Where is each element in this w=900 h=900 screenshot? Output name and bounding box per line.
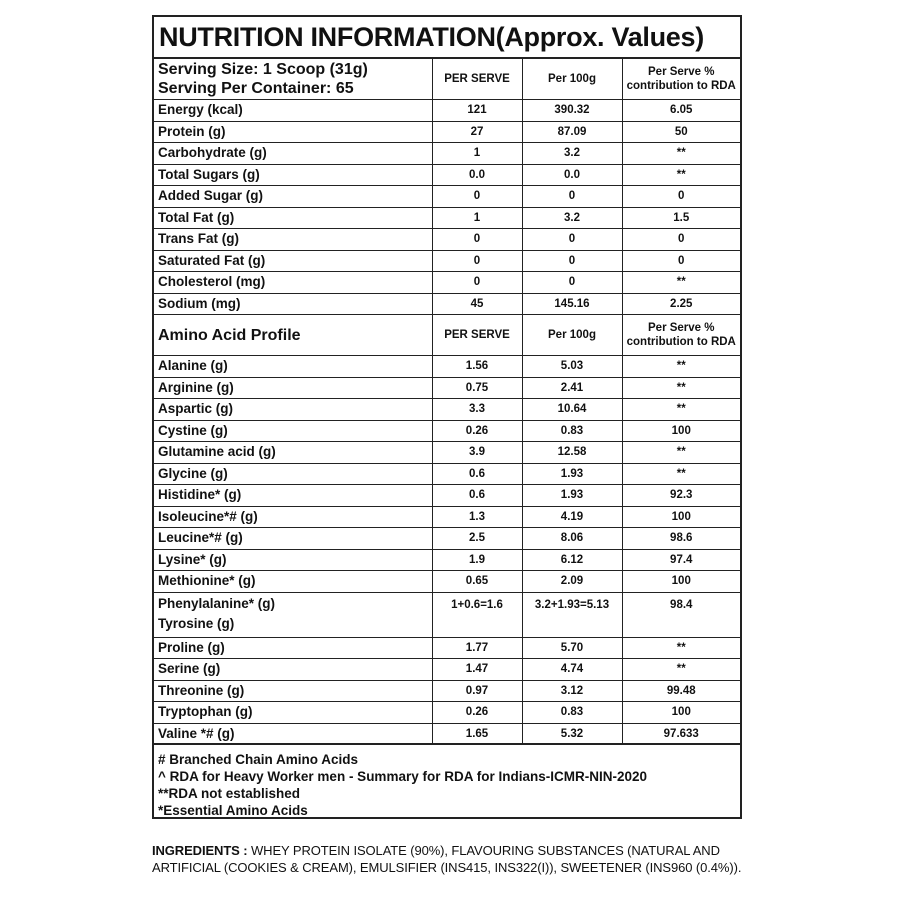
nutrient-name-line: Valine *# (g): [158, 725, 235, 741]
rda-value: 100: [622, 506, 740, 528]
nutrient-name-line: Lysine* (g): [158, 551, 227, 567]
serving-size: Serving Size: 1 Scoop (31g): [158, 61, 368, 78]
rda-value: 99.48: [622, 680, 740, 702]
nutrient-name: [154, 186, 432, 208]
per-serve-value: 1.65: [432, 723, 522, 745]
amino-row: [154, 399, 740, 421]
rda-value: **: [622, 659, 740, 681]
per-serve-value: 1+0.6=1.6: [432, 592, 522, 637]
per-100g-value: 5.32: [522, 723, 622, 745]
nutrient-name-line: Tyrosine (g): [158, 615, 235, 631]
nutrient-name-line: Methionine* (g): [158, 573, 256, 589]
nutrient-name: [154, 143, 432, 165]
per-serve-value: 0: [432, 272, 522, 294]
per-100g-value: 1.93: [522, 485, 622, 507]
nutrient-name: [154, 229, 432, 251]
per-100g-value: 145.16: [522, 293, 622, 315]
amino-row: [154, 528, 740, 550]
ingredients: [152, 842, 752, 876]
nutrient-name: [154, 100, 432, 122]
amino-row: [154, 377, 740, 399]
nutrient-name: [154, 377, 432, 399]
per-100g-value: 8.06: [522, 528, 622, 550]
per-serve-value: 1.3: [432, 506, 522, 528]
per-100g-value: 0: [522, 229, 622, 251]
per-serve-value: 121: [432, 100, 522, 122]
nutrient-name-line: Cystine (g): [158, 422, 228, 438]
nutrient-name-line: Glycine (g): [158, 465, 228, 481]
rda-value: **: [622, 377, 740, 399]
nutrient-name: [154, 164, 432, 186]
per-serve-value: 0.6: [432, 485, 522, 507]
amino-header-row: [154, 315, 740, 356]
nutrient-name-line: Cholesterol (mg): [158, 274, 266, 290]
per-100g-value: 0: [522, 272, 622, 294]
nutrient-name: [154, 506, 432, 528]
nutrient-name-line: Leucine*# (g): [158, 530, 243, 546]
per-serve-value: 2.5: [432, 528, 522, 550]
nutrition-table: [154, 59, 740, 745]
per-100g-value: 5.03: [522, 356, 622, 378]
nutrition-row: [154, 143, 740, 165]
nutrient-name-line: Tryptophan (g): [158, 704, 253, 720]
rda-value: 98.4: [622, 592, 740, 637]
nutrition-row: [154, 121, 740, 143]
nutrition-row: [154, 229, 740, 251]
rda-value: **: [622, 442, 740, 464]
amino-heading: Amino Acid Profile: [154, 315, 432, 356]
rda-value: 6.05: [622, 100, 740, 122]
ingredients-label: INGREDIENTS :: [152, 843, 248, 858]
rda-value: 100: [622, 702, 740, 724]
per-100g-value: 4.74: [522, 659, 622, 681]
amino-row: [154, 506, 740, 528]
serving-header-row: [154, 59, 740, 100]
nutrient-name-line: Threonine (g): [158, 682, 245, 698]
nutrient-name-line: Energy (kcal): [158, 102, 243, 118]
rda-value: **: [622, 463, 740, 485]
nutrient-name: [154, 485, 432, 507]
per-100g-value: 2.09: [522, 571, 622, 593]
nutrition-row: [154, 164, 740, 186]
per-100g-value: 0.83: [522, 420, 622, 442]
nutrient-name: [154, 680, 432, 702]
per-100g-value: 390.32: [522, 100, 622, 122]
nutrient-name: [154, 272, 432, 294]
rda-value: 0: [622, 229, 740, 251]
per-serve-value: 0.6: [432, 463, 522, 485]
nutrient-name: [154, 702, 432, 724]
nutrition-row: [154, 272, 740, 294]
per-serve-value: 27: [432, 121, 522, 143]
footnote: *Essential Amino Acids: [158, 803, 308, 818]
col-per-serve: PER SERVE: [432, 59, 522, 100]
nutrient-name-line: Phenylalanine* (g): [158, 595, 276, 611]
per-100g-value: 3.2: [522, 143, 622, 165]
nutrient-name: [154, 250, 432, 272]
per-serve-value: 45: [432, 293, 522, 315]
rda-value: **: [622, 164, 740, 186]
nutrient-name-line: Total Fat (g): [158, 209, 235, 225]
per-serve-value: 0.97: [432, 680, 522, 702]
nutrient-name: [154, 659, 432, 681]
nutrient-name: [154, 293, 432, 315]
per-100g-value: 12.58: [522, 442, 622, 464]
nutrient-name: [154, 399, 432, 421]
rda-value: 98.6: [622, 528, 740, 550]
rda-value: 100: [622, 571, 740, 593]
nutrient-name-line: Proline (g): [158, 639, 225, 655]
nutrient-name-line: Protein (g): [158, 123, 226, 139]
per-serve-value: 0.75: [432, 377, 522, 399]
amino-row: [154, 680, 740, 702]
per-serve-value: 0.26: [432, 702, 522, 724]
nutrient-name-line: Isoleucine*# (g): [158, 508, 258, 524]
rda-value: 97.633: [622, 723, 740, 745]
per-100g-value: 5.70: [522, 637, 622, 659]
nutrient-name: [154, 121, 432, 143]
per-100g-value: 1.93: [522, 463, 622, 485]
amino-row: [154, 485, 740, 507]
servings-per-container: Serving Per Container: 65: [158, 80, 354, 97]
per-serve-value: 1.9: [432, 549, 522, 571]
rda-value: 0: [622, 250, 740, 272]
nutrient-name: [154, 442, 432, 464]
nutrient-name-line: Total Sugars (g): [158, 166, 260, 182]
nutrition-row: [154, 186, 740, 208]
per-serve-value: 1: [432, 207, 522, 229]
per-100g-value: 0: [522, 186, 622, 208]
per-100g-value: 0: [522, 250, 622, 272]
rda-value: 92.3: [622, 485, 740, 507]
nutrient-name: [154, 207, 432, 229]
col-per-100g: Per 100g: [522, 59, 622, 100]
footnotes: [154, 743, 740, 817]
footnote: ^ RDA for Heavy Worker men - Summary for RDA for Indians-ICMR-NIN-2020: [158, 769, 647, 784]
per-100g-value: 87.09: [522, 121, 622, 143]
rda-value: 0: [622, 186, 740, 208]
amino-row: [154, 659, 740, 681]
rda-value: **: [622, 399, 740, 421]
per-serve-value: 3.9: [432, 442, 522, 464]
nutrient-name: [154, 637, 432, 659]
nutrition-row: [154, 100, 740, 122]
per-100g-value: 3.2: [522, 207, 622, 229]
per-serve-value: 0.0: [432, 164, 522, 186]
rda-value: 100: [622, 420, 740, 442]
nutrition-row: [154, 250, 740, 272]
nutrient-name: [154, 571, 432, 593]
nutrient-name-line: Sodium (mg): [158, 295, 241, 311]
per-100g-value: 6.12: [522, 549, 622, 571]
nutrient-name: [154, 420, 432, 442]
per-100g-value: 3.2+1.93=5.13: [522, 592, 622, 637]
amino-row: [154, 637, 740, 659]
col-rda: Per Serve % contribution to RDA: [622, 315, 740, 356]
rda-value: 1.5: [622, 207, 740, 229]
nutrient-name-line: Arginine (g): [158, 379, 234, 395]
amino-row: [154, 702, 740, 724]
nutrient-name-line: Alanine (g): [158, 358, 228, 374]
nutrient-name-line: Carbohydrate (g): [158, 145, 267, 161]
amino-row: [154, 592, 740, 637]
amino-row: [154, 442, 740, 464]
rda-value: **: [622, 356, 740, 378]
rda-value: 50: [622, 121, 740, 143]
footnote: # Branched Chain Amino Acids: [158, 752, 359, 767]
rda-value: **: [622, 637, 740, 659]
footnote: **RDA not established: [158, 786, 301, 801]
per-serve-value: 1.47: [432, 659, 522, 681]
nutrient-name-line: Trans Fat (g): [158, 231, 240, 247]
per-serve-value: 0.65: [432, 571, 522, 593]
nutrient-name-line: Serine (g): [158, 661, 221, 677]
col-rda: Per Serve % contribution to RDA: [622, 59, 740, 100]
per-100g-value: 2.41: [522, 377, 622, 399]
per-serve-value: 1.77: [432, 637, 522, 659]
nutrient-name: [154, 356, 432, 378]
nutrient-name: [154, 592, 432, 637]
serving-info-cell: [154, 59, 432, 100]
nutrient-name-line: Histidine* (g): [158, 487, 242, 503]
per-100g-value: 3.12: [522, 680, 622, 702]
per-serve-value: 0.26: [432, 420, 522, 442]
per-100g-value: 0.0: [522, 164, 622, 186]
amino-row: [154, 723, 740, 745]
amino-row: [154, 549, 740, 571]
per-serve-value: 1.56: [432, 356, 522, 378]
per-serve-value: 3.3: [432, 399, 522, 421]
per-serve-value: 0: [432, 229, 522, 251]
nutrient-name: [154, 549, 432, 571]
nutrition-row: [154, 293, 740, 315]
nutrient-name: [154, 463, 432, 485]
amino-row: [154, 571, 740, 593]
rda-value: **: [622, 272, 740, 294]
nutrient-name-line: Aspartic (g): [158, 401, 234, 417]
per-100g-value: 10.64: [522, 399, 622, 421]
per-serve-value: 0: [432, 186, 522, 208]
nutrient-name-line: Glutamine acid (g): [158, 444, 276, 460]
amino-row: [154, 356, 740, 378]
nutrient-name: [154, 723, 432, 745]
amino-row: [154, 420, 740, 442]
rda-value: 97.4: [622, 549, 740, 571]
nutrient-name-line: Added Sugar (g): [158, 188, 263, 204]
nutrition-row: [154, 207, 740, 229]
ingredients-text: WHEY PROTEIN ISOLATE (90%), FLAVOURING SUBSTANCES (NATURAL AND ARTIFICIAL (COOKIES & CREAM), EMULSIFIER (INS415, INS322(I)), SWEETENER (INS960 (0.4%)).: [152, 843, 742, 875]
per-serve-value: 0: [432, 250, 522, 272]
col-per-100g: Per 100g: [522, 315, 622, 356]
per-100g-value: 4.19: [522, 506, 622, 528]
per-serve-value: 1: [432, 143, 522, 165]
per-100g-value: 0.83: [522, 702, 622, 724]
rda-value: 2.25: [622, 293, 740, 315]
col-per-serve: PER SERVE: [432, 315, 522, 356]
panel-title: NUTRITION INFORMATION(Approx. Values): [154, 17, 740, 59]
nutrient-name-line: Saturated Fat (g): [158, 252, 266, 268]
amino-row: [154, 463, 740, 485]
nutrient-name: [154, 528, 432, 550]
nutrition-panel: [152, 15, 742, 819]
rda-value: **: [622, 143, 740, 165]
